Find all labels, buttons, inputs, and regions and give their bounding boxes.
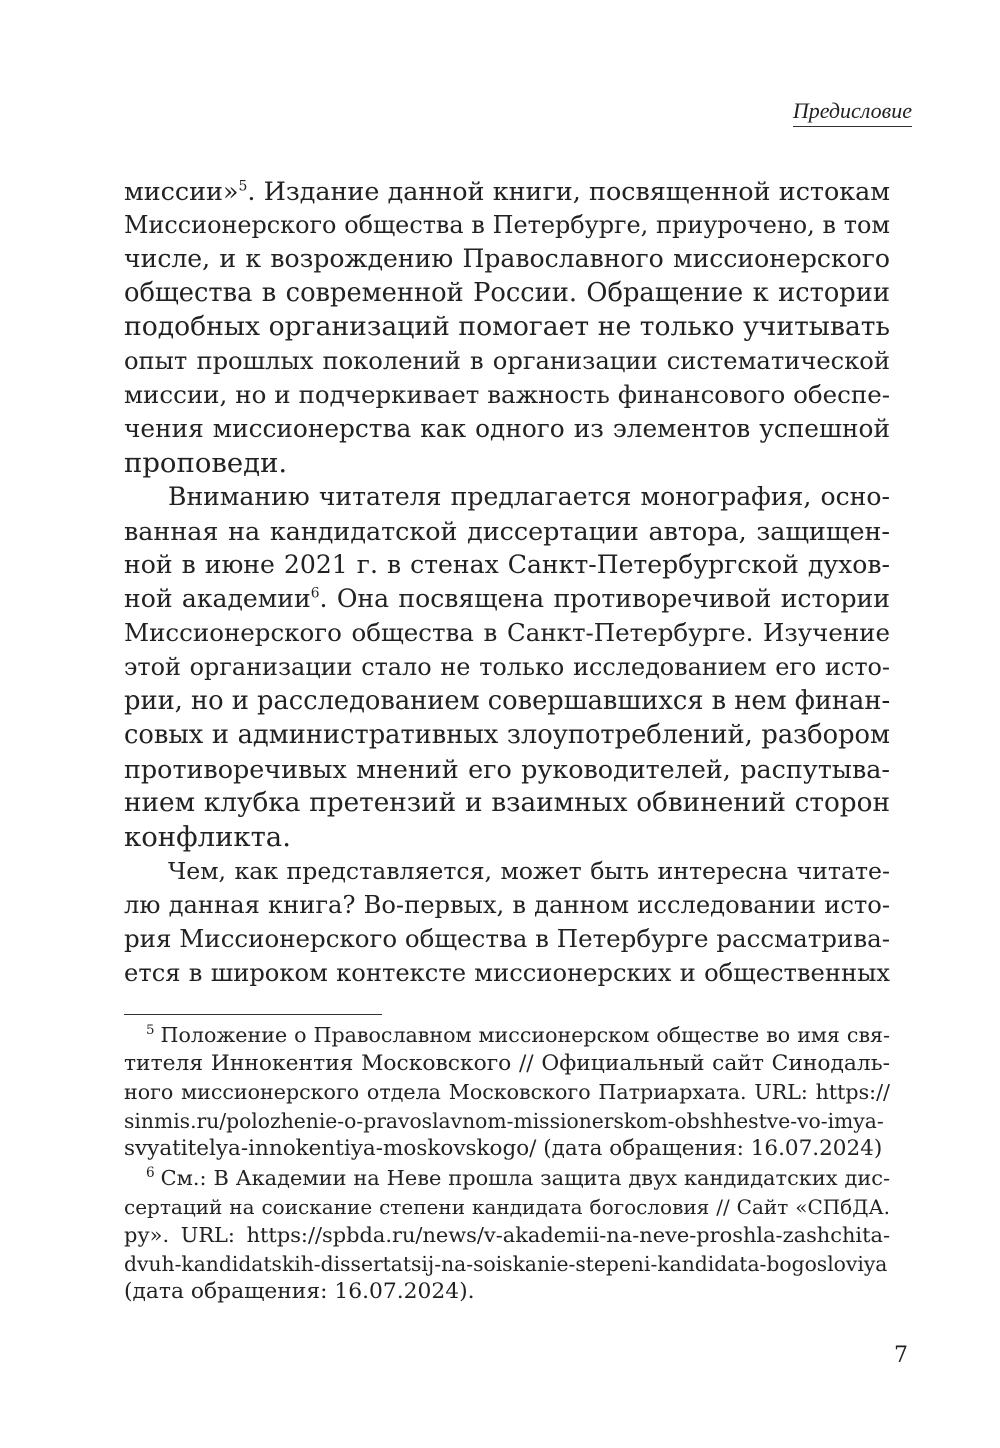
text-line: миссии»$^5$. Издание данной книги, посвященной истокам (124, 176, 890, 206)
text-line: чения миссионерства как одного из элементов успешной (124, 414, 890, 443)
footnote-6-line: (дата обращения: 16.07.2024). (124, 1279, 475, 1305)
text-line: миссии, но и подчеркивает важность финансового обеспе- (124, 380, 890, 409)
text-line: Вниманию читателя предлагается монография, осно- (168, 482, 890, 511)
text-line: проповеди. (124, 447, 288, 479)
text-line: общества в современной России. Обращение к истории (124, 278, 890, 308)
text-line: рии, но и расследованием совершавшихся в нем финан- (124, 686, 891, 716)
text-line: рия Миссионерского общества в Петербурге рассматрива- (124, 924, 890, 953)
text-line: совых и административных злоупотреблений, разбором (124, 720, 890, 750)
text-line: этой организации стало не только исследованием его исто- (124, 653, 890, 681)
text-line: числе, и к возрождению Православного миссионерского (124, 244, 890, 273)
text-line: подобных организаций помогает не только учитывать (124, 311, 890, 342)
footnote-6-line: сертаций на соискание степени кандидата богословия // Сайт «СПбДА. (124, 1194, 890, 1219)
page-number: 7 (894, 1343, 908, 1368)
footnotes (124, 1021, 890, 1307)
text-line: Чем, как представляется, может быть интересна читате- (168, 857, 890, 885)
main-text (124, 174, 890, 990)
text-line: лю данная книга? Во-первых, в данном исследовании исто- (124, 891, 890, 919)
text-line: ется в широком контексте миссионерских и общественных (124, 959, 890, 987)
text-line: нием клубка претензий и взаимных обвинений сторон (124, 788, 890, 818)
text-line: Миссионерского общества в Петербурге, приурочено, в том (124, 211, 890, 239)
footnote-divider (124, 1014, 382, 1015)
footnote-5-line: sinmis.ru/polozhenie-o-pravoslavnom-missionerskom-obshhestve-vo-imya- (124, 1108, 884, 1133)
footnote-5-line: ного миссионерского отдела Московского Патриархата. URL: https:// (124, 1080, 890, 1105)
text-line: противоречивых мнений его руководителей, распутыва- (124, 754, 890, 784)
text-line: конфликта. (124, 821, 291, 853)
text-line: опыт прошлых поколений в организации систематической (124, 347, 890, 375)
footnote-5-line: $^5$ Положение о Православном миссионерском обществе во имя свя- (146, 1023, 890, 1047)
footnote-6-line: ру». URL: https://spbda.ru/news/v-akademii-na-neve-proshla-zashchita- (124, 1223, 890, 1248)
text-line: ванная на кандидатской диссертации автора, защищен- (124, 516, 890, 546)
text-line: ной академии$^6$. Она посвящена противоречивой истории (124, 584, 890, 613)
footnote-6-line: dvuh-kandidatskih-dissertatsij-na-soiskanie-stepeni-kandidata-bogosloviya (124, 1251, 888, 1276)
footnote-5-line: тителя Иннокентия Московского // Официальный сайт Синодаль- (124, 1050, 890, 1076)
footnote-ref-5[interactable]: 5 (238, 178, 248, 195)
footnote-ref-6[interactable]: 6 (310, 585, 320, 602)
footnote-5-mark: 5 (146, 1023, 155, 1039)
running-head: Предисловие (793, 98, 912, 127)
text-line: Миссионерского общества в Санкт-Петербурге. Изучение (124, 618, 890, 647)
text-line: ной в июне 2021 г. в стенах Санкт-Петербургской духов- (124, 550, 890, 579)
footnote-6-mark: 6 (146, 1165, 155, 1181)
footnote-6-line: $^6$ См.: В Академии на Неве прошла защита двух кандидатских дис- (146, 1165, 890, 1190)
footnote-5-line: svyatitelya-innokentiya-moskovskogo/ (дата обращения: 16.07.2024) (124, 1136, 883, 1162)
